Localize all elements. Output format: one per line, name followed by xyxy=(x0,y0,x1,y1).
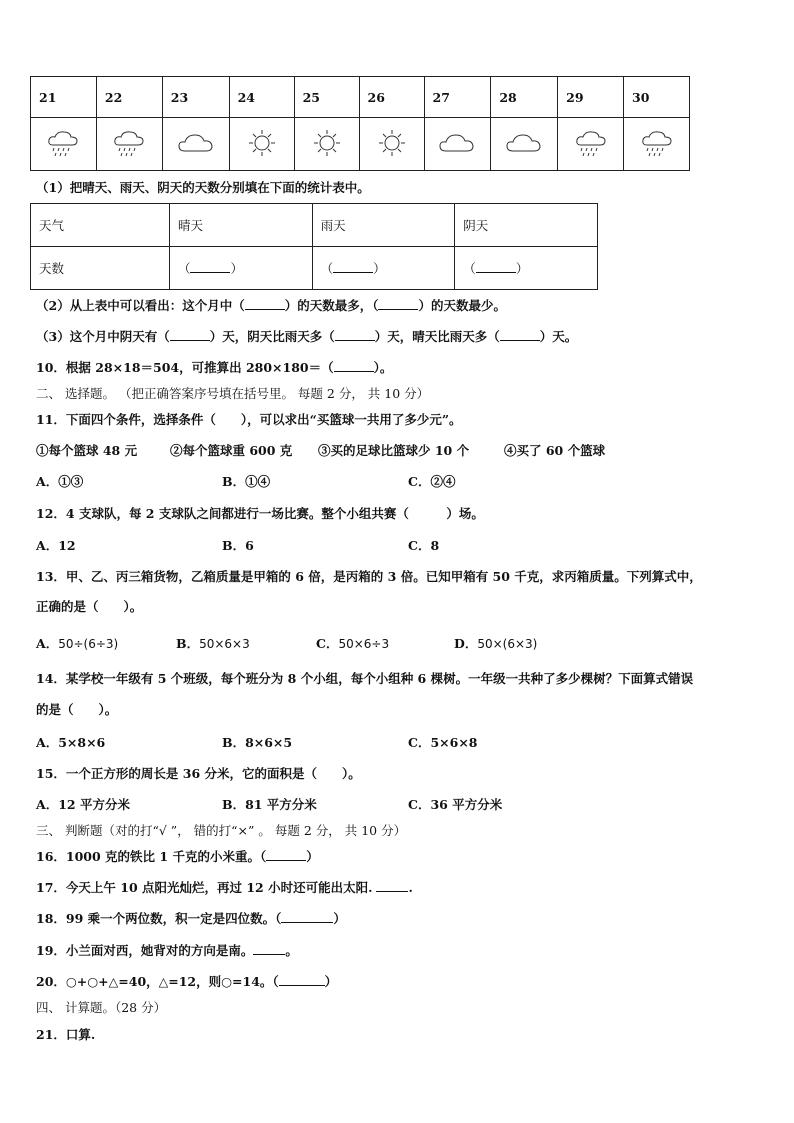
question-9-part-2: （2）从上表中可以看出：这个月中（ ）的天数最多，（ ）的天数最少。 xyxy=(36,298,506,313)
rain-icon xyxy=(46,128,80,158)
close-paren: ） xyxy=(373,261,386,276)
rain-icon xyxy=(640,128,674,158)
question-13-line-2: 正确的是（ ）。 xyxy=(36,599,143,614)
question-11: 11．下面四个条件，选择条件（ ），可以求出“买篮球一共用了多少元”。 xyxy=(36,412,462,427)
weather-stats-table xyxy=(30,203,598,290)
question-19: 19．小兰面对西，她背对的方向是南。 。 xyxy=(36,943,298,958)
answer-blank[interactable] xyxy=(245,298,285,310)
day-cell: 29 xyxy=(558,77,624,118)
answer-blank[interactable] xyxy=(170,329,210,341)
day-cell: 26 xyxy=(359,77,424,118)
stats-cell: 天气 xyxy=(31,204,170,247)
q11-condition: ①每个篮球 48 元 xyxy=(36,443,138,458)
question-17: 17．今天上午 10 点阳光灿烂，再过 12 小时还可能出太阳. . xyxy=(36,880,413,895)
answer-blank xyxy=(333,262,373,273)
q15-option-b[interactable]: B．81 平方分米 xyxy=(222,797,317,812)
sun-icon xyxy=(247,128,277,158)
day-cell: 22 xyxy=(96,77,162,118)
cloudy-count-blank[interactable] xyxy=(455,247,598,290)
question-9-part-3: （3）这个月中阴天有（ ）天，阴天比雨天多（ ）天，晴天比雨天多（ ）天。 xyxy=(36,329,578,344)
cloud-icon xyxy=(177,130,215,156)
rain-icon xyxy=(574,128,608,158)
stats-count-row xyxy=(31,247,598,290)
open-paren: （ xyxy=(177,261,191,276)
section-2-heading: 二、 选择题。 （把正确答案序号填在括号里。 每题 2 分， 共 10 分） xyxy=(36,386,430,401)
q11-condition: ③买的足球比篮球少 10 个 xyxy=(318,443,470,458)
q11-condition: ④买了 60 个篮球 xyxy=(504,443,606,458)
rainy-count-blank[interactable] xyxy=(312,247,455,290)
q15-option-c[interactable]: C．36 平方分米 xyxy=(408,797,503,812)
answer-blank[interactable] xyxy=(334,360,374,372)
q13-option-c[interactable]: C．50×6÷3 xyxy=(316,636,390,651)
q13-option-a[interactable]: A．50÷(6÷3) xyxy=(36,636,119,651)
question-16: 16．1000 克的铁比 1 千克的小米重。（ ） xyxy=(36,849,319,864)
day-cell: 27 xyxy=(424,77,491,118)
close-paren: ） xyxy=(515,261,529,276)
stats-cell: 雨天 xyxy=(312,204,455,247)
q13-option-b[interactable]: B．50×6×3 xyxy=(176,636,250,651)
rain-icon xyxy=(112,128,146,158)
open-paren: （ xyxy=(463,261,476,276)
stats-cell: 晴天 xyxy=(169,204,312,247)
q12-option-a[interactable]: A．12 xyxy=(36,538,76,553)
answer-blank[interactable] xyxy=(281,911,333,923)
answer-blank xyxy=(190,262,230,273)
question-18: 18．99 乘一个两位数，积一定是四位数。（ ） xyxy=(36,911,346,926)
weather-day-row xyxy=(31,77,690,118)
q12-option-c[interactable]: C．8 xyxy=(408,538,440,553)
day-cell: 28 xyxy=(491,77,558,118)
answer-blank[interactable] xyxy=(500,329,540,341)
answer-blank[interactable] xyxy=(376,880,408,892)
stats-cell: 天数 xyxy=(31,247,170,290)
question-14-line-2: 的是（ ）。 xyxy=(36,702,118,717)
stats-cell: 阴天 xyxy=(455,204,598,247)
answer-blank[interactable] xyxy=(266,849,306,861)
answer-blank xyxy=(476,262,516,273)
day-cell: 30 xyxy=(624,77,690,118)
q11-condition: ②每个篮球重 600 克 xyxy=(170,443,293,458)
weather-icon-row xyxy=(31,118,690,171)
question-9-part-1: （1）把晴天、雨天、阴天的天数分别填在下面的统计表中。 xyxy=(36,180,370,195)
question-10: 10．根据 28×18＝504，可推算出 280×180＝（ ）。 xyxy=(36,360,393,375)
sun-icon xyxy=(312,128,342,158)
q12-option-b[interactable]: B．6 xyxy=(222,538,254,553)
day-cell: 21 xyxy=(31,77,97,118)
question-13-line-1: 13．甲、乙、丙三箱货物，乙箱质量是甲箱的 6 倍，是丙箱的 3 倍。已知甲箱有 50 千克，求丙箱质量。下列算式中， xyxy=(36,569,702,584)
q14-option-b[interactable]: B．8×6×5 xyxy=(222,735,293,750)
answer-blank[interactable] xyxy=(378,298,418,310)
day-cell: 24 xyxy=(229,77,294,118)
question-12: 12．4 支球队，每 2 支球队之间都进行一场比赛。整个小组共赛（ ）场。 xyxy=(36,506,484,521)
day-cell: 23 xyxy=(162,77,229,118)
cloud-icon xyxy=(505,130,543,156)
q13-option-d[interactable]: D．50×(6×3) xyxy=(454,636,538,651)
cloud-icon xyxy=(438,130,476,156)
sun-icon xyxy=(377,128,407,158)
question-14-line-1: 14．某学校一年级有 5 个班级，每个班分为 8 个小组，每个小组种 6 棵树。一年级一共种了多少棵树？下面算式错误 xyxy=(36,671,694,686)
question-20: 20．○+○+△=40，△=12，则○=14。（ ） xyxy=(36,974,338,989)
stats-header-row xyxy=(31,204,598,247)
sunny-count-blank[interactable] xyxy=(169,247,312,290)
open-paren: （ xyxy=(320,261,334,276)
q11-option-a[interactable]: A．①③ xyxy=(36,474,84,489)
q14-option-c[interactable]: C．5×6×8 xyxy=(408,735,478,750)
section-4-heading: 四、 计算题。（28 分） xyxy=(36,1000,167,1015)
q15-option-a[interactable]: A．12 平方分米 xyxy=(36,797,130,812)
section-3-heading: 三、 判断题（对的打“√ ”， 错的打“×” 。 每题 2 分， 共 10 分） xyxy=(36,823,407,838)
answer-blank[interactable] xyxy=(279,974,325,986)
answer-blank[interactable] xyxy=(335,329,375,341)
q11-option-b[interactable]: B．①④ xyxy=(222,474,271,489)
q14-option-a[interactable]: A．5×8×6 xyxy=(36,735,106,750)
q11-option-c[interactable]: C．②④ xyxy=(408,474,456,489)
question-21: 21．口算. xyxy=(36,1027,96,1042)
close-paren: ） xyxy=(230,261,243,276)
weather-table xyxy=(30,76,690,171)
question-15: 15．一个正方形的周长是 36 分米，它的面积是（ ）。 xyxy=(36,766,361,781)
day-cell: 25 xyxy=(294,77,359,118)
answer-blank[interactable] xyxy=(253,943,285,955)
